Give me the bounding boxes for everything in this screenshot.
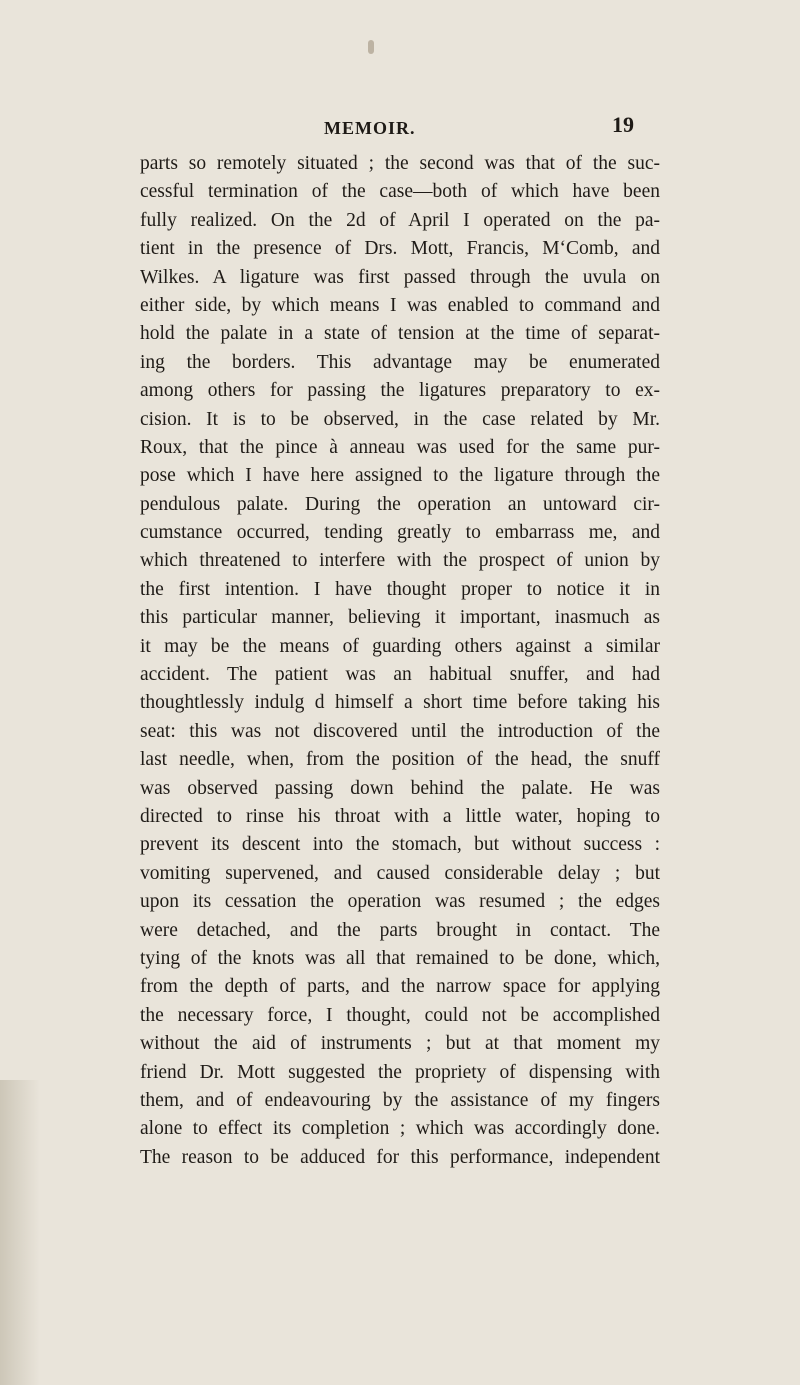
- text-line: this particular manner, believing it important, inasmuch as: [140, 607, 660, 629]
- text-line: pendulous palate. During the operation an untoward cir-: [140, 493, 660, 515]
- text-line: cision. It is to be observed, in the case related by Mr.: [140, 408, 660, 430]
- text-line: from the depth of parts, and the narrow space for applying: [140, 976, 660, 998]
- text-line: The reason to be adduced for this performance, independent: [140, 1146, 660, 1168]
- text-line: which threatened to interfere with the prospect of union by: [140, 550, 660, 572]
- text-line: fully realized. On the 2d of April I operated on the pa-: [140, 209, 660, 231]
- text-line: ing the borders. This advantage may be enumerated: [140, 351, 660, 373]
- text-line: Wilkes. A ligature was first passed through the uvula on: [140, 266, 660, 288]
- text-line: it may be the means of guarding others against a similar: [140, 635, 660, 657]
- page-header: [0, 112, 800, 152]
- text-line: upon its cessation the operation was resumed ; the edges: [140, 891, 660, 913]
- text-line: cumstance occurred, tending greatly to embarrass me, and: [140, 522, 660, 544]
- text-line: the first intention. I have thought proper to notice it in: [140, 578, 660, 600]
- text-line: among others for passing the ligatures preparatory to ex-: [140, 380, 660, 402]
- text-line: either side, by which means I was enabled to command and: [140, 294, 660, 316]
- page-number: 19: [612, 112, 634, 137]
- paper-blemish: [368, 40, 374, 54]
- text-line: tient in the presence of Drs. Mott, Francis, M‘Comb, and: [140, 238, 660, 260]
- running-title: MEMOIR.: [324, 118, 416, 138]
- text-line: Roux, that the pince à anneau was used for the same pur-: [140, 436, 660, 458]
- text-line: without the aid of instruments ; but at that moment my: [140, 1033, 660, 1055]
- text-line: was observed passing down behind the palate. He was: [140, 777, 660, 799]
- text-line: directed to rinse his throat with a little water, hoping to: [140, 805, 660, 827]
- text-line: thoughtlessly indulg d himself a short time before taking his: [140, 692, 660, 714]
- text-line: were detached, and the parts brought in contact. The: [140, 919, 660, 941]
- text-line: cessful termination of the case—both of which have been: [140, 181, 660, 203]
- text-line: tying of the knots was all that remained to be done, which,: [140, 947, 660, 969]
- text-line: seat: this was not discovered until the introduction of the: [140, 720, 660, 742]
- text-line: alone to effect its completion ; which was accordingly done.: [140, 1118, 660, 1140]
- text-line: friend Dr. Mott suggested the propriety of dispensing with: [140, 1061, 660, 1083]
- text-line: the necessary force, I thought, could not be accomplished: [140, 1004, 660, 1026]
- text-line: last needle, when, from the position of the head, the snuff: [140, 749, 660, 771]
- text-line: prevent its descent into the stomach, but without success :: [140, 834, 660, 856]
- text-line: accident. The patient was an habitual snuffer, and had: [140, 664, 660, 686]
- text-line: hold the palate in a state of tension at the time of separat-: [140, 323, 660, 345]
- text-line: them, and of endeavouring by the assistance of my fingers: [140, 1089, 660, 1111]
- text-line: parts so remotely situated ; the second was that of the suc-: [140, 153, 660, 174]
- page-edge-shadow: [0, 1080, 40, 1385]
- body-text: [140, 150, 660, 1172]
- text-line: pose which I have here assigned to the ligature through the: [140, 465, 660, 487]
- text-line: vomiting supervened, and caused considerable delay ; but: [140, 862, 660, 884]
